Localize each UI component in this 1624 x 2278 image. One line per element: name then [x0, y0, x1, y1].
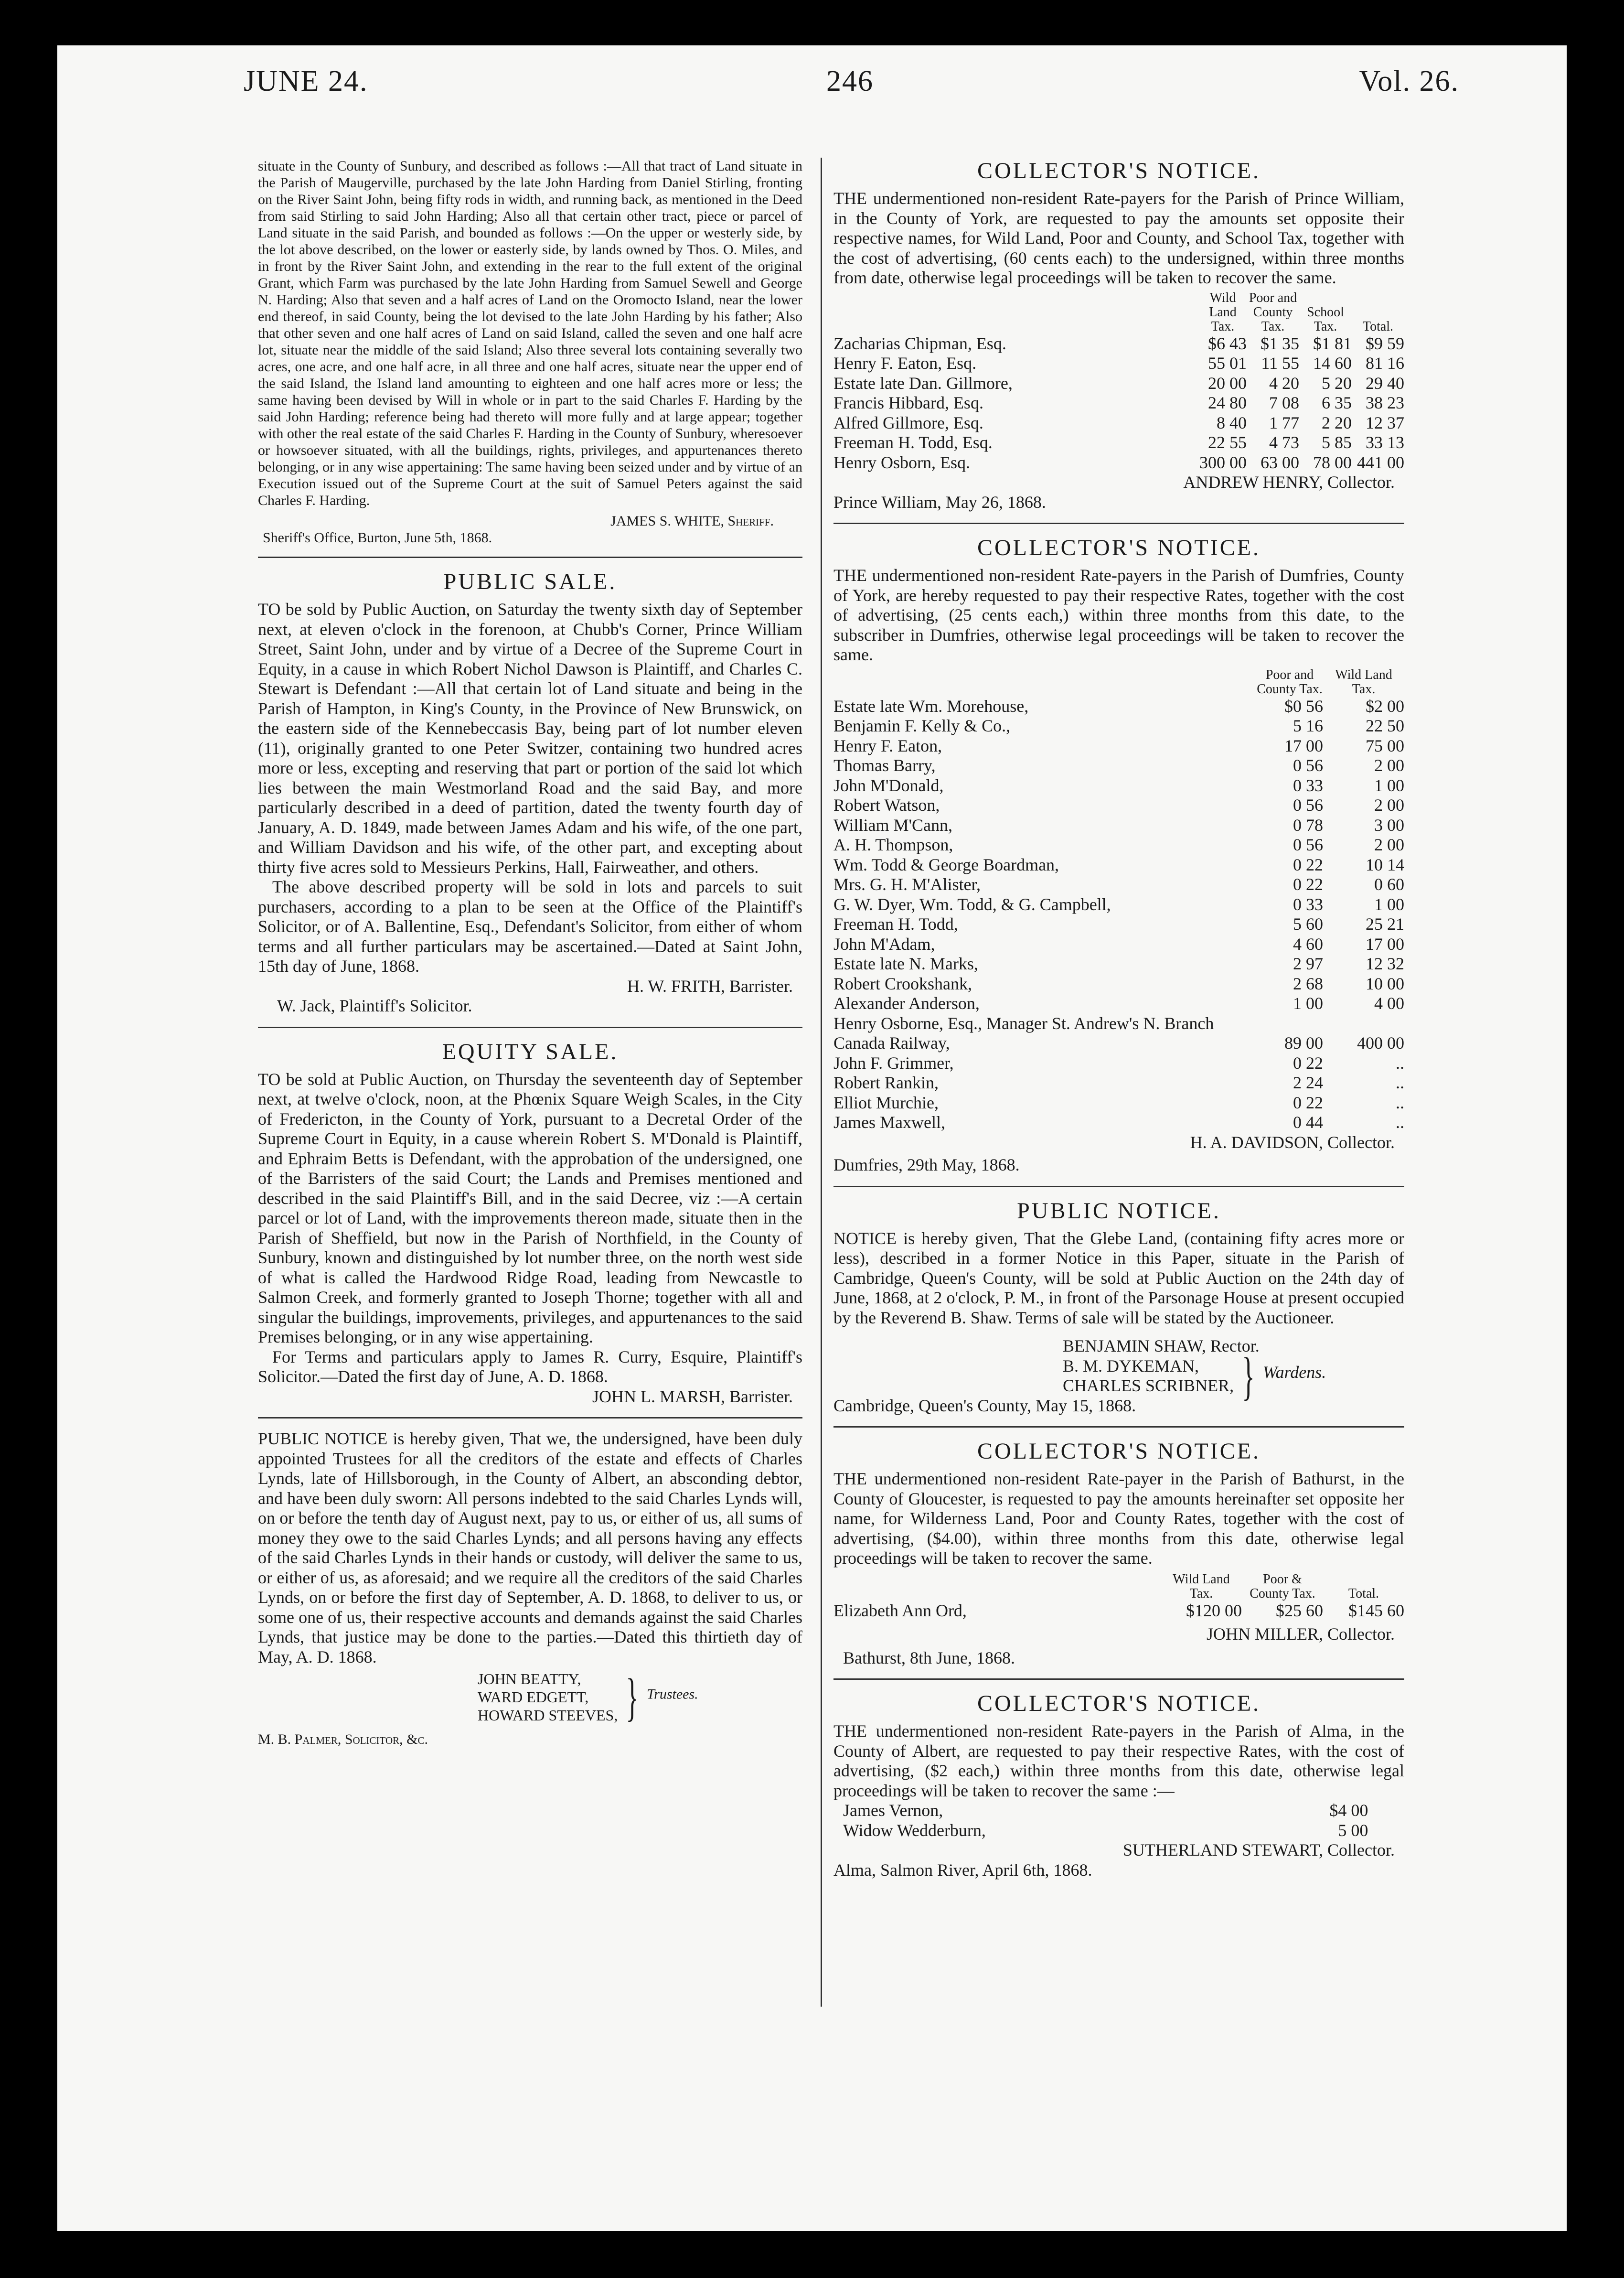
cell-value: 10 14: [1366, 855, 1404, 874]
cell-value: 0 33: [1293, 775, 1323, 795]
taxpayer-name: Henry Osborn, Esq.: [833, 452, 970, 472]
table-row: [833, 1113, 1404, 1133]
cell-value: 0 44: [1293, 1113, 1323, 1132]
cell-value: 0 60: [1374, 875, 1404, 894]
taxpayer-name: Estate late Dan. Gillmore,: [833, 373, 1013, 393]
taxpayer-name: Robert Rankin,: [833, 1073, 939, 1092]
cell-value: $25 60: [1276, 1601, 1323, 1620]
dumfries-notice: [833, 535, 1404, 1175]
prince-william-dateline: Prince William, May 26, 1868.: [833, 492, 1046, 512]
taxpayer-name: Wm. Todd & George Boardman,: [833, 855, 1059, 874]
cell-value: 2 00: [1374, 795, 1404, 815]
cell-value: 2 00: [1374, 756, 1404, 775]
table-row: [833, 1053, 1404, 1074]
alma-title: COLLECTOR'S NOTICE.: [977, 1691, 1261, 1716]
taxpayer-name: Freeman H. Todd, Esq.: [833, 433, 993, 452]
column-header: Wild Land Tax.: [1335, 667, 1392, 697]
trustee-name: JOHN BEATTY,: [478, 1670, 581, 1687]
cell-value: 0 33: [1293, 894, 1323, 914]
column-header: Wild Land Tax.: [1173, 1571, 1230, 1601]
cell-value: 20 00: [1208, 373, 1247, 393]
cell-value: 2 68: [1293, 974, 1323, 993]
table-row: [833, 413, 1404, 433]
prince-william-notice: [833, 158, 1404, 512]
volume-number: Vol. 26.: [1359, 65, 1459, 97]
public-sale-text-2: The above described property will be sold in lots and parcels to suit purchasers, according to a plan to be seen at the Office of the Plaintiff's Solicitor, or of A. Ballentine, Esq., Defendant's Solicitor, from either of whom terms and all further particulars may be ascertained.—Dated at Saint John, 15th day of June, 1868.: [258, 877, 802, 976]
cell-value: 0 78: [1293, 815, 1323, 835]
cell-value: 2 97: [1293, 954, 1323, 973]
cell-value: 2 24: [1293, 1073, 1323, 1092]
table-row: [833, 453, 1404, 473]
table-row: [833, 756, 1404, 776]
cell-value: 11 55: [1261, 354, 1299, 373]
taxpayer-name: G. W. Dyer, Wm. Todd, & G. Campbell,: [833, 894, 1111, 914]
cell-value: $1 81: [1313, 333, 1352, 353]
cell-value: 300 00: [1199, 452, 1247, 472]
cell-value: $4 00: [1329, 1801, 1368, 1820]
column-header: Poor and County Tax.: [1257, 667, 1323, 697]
cell-value: ..: [1396, 1073, 1404, 1092]
left-column: [258, 158, 802, 1748]
cell-value: $120 00: [1186, 1601, 1242, 1620]
trustees-block: [258, 1670, 802, 1724]
table-row: [833, 895, 1404, 915]
cell-value: ..: [1396, 1113, 1404, 1132]
public-sale-title: PUBLIC SALE.: [443, 569, 617, 594]
cell-value: 5 20: [1322, 373, 1352, 393]
table-row: [833, 855, 1404, 875]
alma-signature: SUTHERLAND STEWART, Collector.: [1122, 1840, 1395, 1859]
table-row: [833, 716, 1404, 736]
column-header: Poor and County Tax.: [1249, 290, 1297, 334]
cell-value: 10 00: [1366, 974, 1404, 993]
table-row: [833, 1601, 1404, 1621]
sheriff-dateline: Sheriff's Office, Burton, June 5th, 1868.: [263, 530, 492, 546]
page-number: 246: [826, 65, 874, 97]
equity-sale-notice: [258, 1039, 802, 1407]
wardens-block: [833, 1347, 1404, 1405]
cell-value: 7 08: [1269, 393, 1299, 412]
cell-value: $2 00: [1366, 696, 1404, 716]
cell-value: 2 20: [1322, 413, 1352, 432]
taxpayer-name: Elliot Murchie,: [833, 1093, 939, 1112]
cell-value: 400 00: [1357, 1033, 1404, 1053]
cell-value: 75 00: [1366, 736, 1404, 755]
taxpayer-name: Alfred Gillmore, Esq.: [833, 413, 983, 432]
taxpayer-name: Elizabeth Ann Ord,: [833, 1601, 967, 1620]
cell-value: 12 32: [1366, 954, 1404, 973]
trustees-label: Trustees.: [647, 1686, 698, 1702]
bathurst-table: [833, 1572, 1404, 1621]
public-sale-notice: [258, 569, 802, 1016]
table-row: [833, 795, 1404, 816]
column-header: Poor & County Tax.: [1250, 1571, 1315, 1601]
cell-value: 33 13: [1366, 433, 1404, 452]
cell-value: 5 85: [1322, 433, 1352, 452]
cell-value: 4 00: [1374, 994, 1404, 1013]
trustees-solicitor: M. B. Palmer, Solicitor, &c.: [258, 1731, 428, 1747]
cell-value: 1 00: [1374, 775, 1404, 795]
cell-value: 4 73: [1269, 433, 1299, 452]
cambridge-title: PUBLIC NOTICE.: [1017, 1198, 1221, 1224]
table-row: [833, 935, 1404, 955]
right-column: [833, 158, 1404, 1880]
cell-value: 17 00: [1366, 934, 1404, 954]
cell-value: 1 00: [1293, 994, 1323, 1013]
equity-sale-title: EQUITY SALE.: [442, 1039, 619, 1064]
cell-value: 89 00: [1284, 1033, 1323, 1053]
table-row: [833, 697, 1404, 717]
taxpayer-name: Alexander Anderson,: [833, 994, 980, 1013]
cell-value: 1 77: [1269, 413, 1299, 432]
taxpayer-name: James Vernon,: [843, 1801, 943, 1820]
cell-value: 22 50: [1366, 716, 1404, 735]
taxpayer-name: John M'Adam,: [833, 934, 935, 954]
cell-value: 0 22: [1293, 1093, 1323, 1112]
cell-value: 0 56: [1293, 835, 1323, 854]
cell-value: 17 00: [1284, 736, 1323, 755]
warden-name: B. M. DYKEMAN,: [1063, 1356, 1199, 1375]
dumfries-title: COLLECTOR'S NOTICE.: [977, 535, 1261, 560]
alma-notice: [833, 1690, 1404, 1880]
cell-value: 4 60: [1293, 934, 1323, 954]
cell-value: 38 23: [1366, 393, 1404, 412]
cell-value: 2 00: [1374, 835, 1404, 854]
table-row: [833, 354, 1404, 374]
cell-value: 22 55: [1208, 433, 1247, 452]
bathurst-title: COLLECTOR'S NOTICE.: [977, 1439, 1261, 1464]
cell-value: 6 35: [1322, 393, 1352, 412]
taxpayer-name: Robert Watson,: [833, 795, 940, 815]
cell-value: ..: [1396, 1093, 1404, 1112]
section-rule: [833, 523, 1404, 524]
table-row: [833, 994, 1404, 1014]
table-row: [833, 393, 1404, 413]
wardens-label: Wardens.: [1262, 1362, 1326, 1382]
cell-value: 0 22: [1293, 1053, 1323, 1073]
bathurst-text: THE undermentioned non-resident Rate-payer in the Parish of Bathurst, in the County of Gloucester, is requested to pay the amounts hereinafter set opposite her name, for Wilderness Land, Poor and County Rates, together with the cost of advertising, ($4.00), within three months from this date, otherwise legal proceedings will be taken to recover the same.: [833, 1469, 1404, 1568]
cell-value: 5 00: [1338, 1820, 1368, 1840]
warden-name: CHARLES SCRIBNER,: [1063, 1376, 1234, 1395]
taxpayer-name: Estate late Wm. Morehouse,: [833, 696, 1029, 716]
alma-text: THE undermentioned non-resident Rate-payers in the Parish of Alma, in the County of Albert, are requested to pay their respective Rates, with the cost of advertising, ($2 each,) within three months from this date, otherwise legal proceedings will be taken to recover the same :—: [833, 1721, 1404, 1800]
table-row: [833, 816, 1404, 836]
cell-value: 63 00: [1261, 452, 1299, 472]
table-row: [833, 736, 1404, 756]
cell-value: 8 40: [1217, 413, 1247, 432]
bathurst-signature: JOHN MILLER, Collector.: [1207, 1624, 1395, 1644]
taxpayer-name: Henry F. Eaton, Esq.: [833, 354, 977, 373]
column-header: Total.: [1362, 319, 1394, 334]
taxpayer-name: James Maxwell,: [833, 1113, 945, 1132]
table-row: [843, 1821, 1368, 1841]
prince-william-text: THE undermentioned non-resident Rate-payers for the Parish of Prince William, in the County of York, are requested to pay the amounts set opposite their respective names, for Wild Land, Poor and County, and School Tax, together with the cost of advertising, (60 cents each) to the undersigned, within three months from date, otherwise legal proceedings will be taken to recover the same.: [833, 189, 1404, 287]
taxpayer-name: A. H. Thompson,: [833, 835, 953, 854]
taxpayer-name: Henry F. Eaton,: [833, 736, 942, 755]
cell-value: 0 56: [1293, 756, 1323, 775]
dumfries-signature: H. A. DAVIDSON, Collector.: [1190, 1132, 1395, 1152]
cell-value: $9 59: [1366, 333, 1404, 353]
equity-sale-text-2: For Terms and particulars apply to James R. Curry, Esquire, Plaintiff's Solicitor.—Dated the first day of June, A. D. 1868.: [258, 1347, 802, 1386]
cell-value: 29 40: [1366, 373, 1404, 393]
cambridge-dateline: Cambridge, Queen's County, May 15, 1868.: [833, 1396, 1136, 1415]
trustees-notice-text: PUBLIC NOTICE is hereby given, That we, the undersigned, have been duly appointed Trustees for all the creditors of the estate and effects of Charles Lynds, late of Hillsborough, in the County of Albert, an absconding debtor, and have been duly sworn: All persons indebted to the said Charles Lynds will, on or before the tenth day of August next, pay to us, or either of us, all sums of money they owe to the said Charles Lynds; and all persons having any effects of the said Charles Lynds in their hands or custody, will deliver the same to us, or either of us, as aforesaid; and we require all the creditors of the said Charles Lynds, on or before the first day of September, A. D. 1868, to deliver to us, or some one of us, their respective accounts and demands against the said Charles Lynds, that justice may be done to the parties.—Dated this thirtieth day of May, A. D. 1868.: [258, 1429, 802, 1666]
prince-william-title: COLLECTOR'S NOTICE.: [977, 158, 1261, 183]
table-row: [833, 374, 1404, 394]
table-row: [833, 1073, 1404, 1093]
cell-value: 4 20: [1269, 373, 1299, 393]
cell-value: 55 01: [1208, 354, 1247, 373]
taxpayer-name: Thomas Barry,: [833, 756, 936, 775]
cell-value: 0 56: [1293, 795, 1323, 815]
cell-value: 81 16: [1366, 354, 1404, 373]
brace: }: [626, 1668, 639, 1726]
taxpayer-name: Estate late N. Marks,: [833, 954, 978, 973]
public-sale-solicitor: W. Jack, Plaintiff's Solicitor.: [277, 996, 472, 1015]
alma-dateline: Alma, Salmon River, April 6th, 1868.: [833, 1860, 1092, 1880]
taxpayer-name: William M'Cann,: [833, 815, 953, 835]
taxpayer-name: John F. Grimmer,: [833, 1053, 954, 1073]
trustees-notice: [258, 1429, 802, 1748]
column-header: Wild Land Tax.: [1209, 290, 1237, 334]
cell-value: $0 56: [1284, 696, 1323, 716]
sheriff-sale-text: situate in the County of Sunbury, and described as follows :—All that tract of Land situate in the Parish of Maugerville, purchased by the late John Harding from Daniel Stirling, fronting on the River Saint John, being fifty rods in width, and running back, as mentioned in the Deed from said Stirling to said John Harding; Also all that certain other tract, piece or parcel of Land situate in the said Parish, and bounded as follows :—On the upper or westerly side, by the lot above described, on the lower or easterly side, by lands owned by Thos. O. Miles, and in front by the River Saint John, and extending in the rear to the full extent of the original Grant, which Farm was purchased by the late John Harding from Samuel Sewell and George N. Harding; Also that seven and a half acres of Land on the Oromocto Island, near the lower end thereof, in said County, being the lot devised to the late John Harding by his father; Also that other seven and one half acres of Land on said Island, called the seven and one half acre lot, situate near the middle of the said Island; Also three several lots containing severally two acres, one acre, and one half acre, in all three and one half acres, situate near the upper end of the said Island, the Island land amounting to eighteen and one half acres more or less; the same having been devised by Will in whole or in part to the said Charles F. Harding by the said John Harding; reference being had thereto will more fully and at large appear; together with other the real estate of the said Charles F. Harding in the County of Sunbury, wheresoever or howsoever situated, with all the buildings, rights, privileges, and appurtenances thereto belonging, or in any wise appertaining: The same having been seized under and by virtue of an Execution issued out of the Supreme Court at the suit of Samuel Peters against the said Charles F. Harding.: [258, 158, 802, 508]
prince-william-signature: ANDREW HENRY, Collector.: [1183, 473, 1395, 492]
column-divider: [821, 158, 822, 2007]
table-row: [833, 974, 1404, 994]
cambridge-text: NOTICE is hereby given, That the Glebe Land, (containing fifty acres more or less), described in a former Notice in this Paper, situate in the Parish of Cambridge, Queen's County, will be sold at Public Auction on the 24th day of June, 1868, at 2 o'clock, P. M., in front of the Parsonage House at present occupied by the Reverend B. Shaw. Terms of sale will be stated by the Auctioneer.: [833, 1228, 1404, 1327]
cell-value: 0 22: [1293, 875, 1323, 894]
cambridge-notice: [833, 1198, 1404, 1416]
public-sale-signature: H. W. FRITH, Barrister.: [627, 976, 793, 996]
cell-value: 78 00: [1313, 452, 1352, 472]
cell-value: 25 21: [1366, 914, 1404, 934]
table-row: [833, 914, 1404, 935]
cell-value: 14 60: [1313, 354, 1352, 373]
brace: }: [1242, 1347, 1255, 1405]
bathurst-notice: [833, 1438, 1404, 1668]
table-row: [833, 835, 1404, 855]
table-row: [833, 875, 1404, 895]
taxpayer-name: Benjamin F. Kelly & Co.,: [833, 716, 1011, 735]
dumfries-table: [833, 668, 1404, 1133]
cell-value: $145 60: [1348, 1601, 1404, 1620]
cell-value: 3 00: [1374, 815, 1404, 835]
issue-date: JUNE 24.: [244, 65, 368, 97]
section-rule: [833, 1186, 1404, 1187]
dumfries-text: THE undermentioned non-resident Rate-payers in the Parish of Dumfries, County of York, are hereby requested to pay their respective Rates, together with the cost of advertising, (25 cents each,) within three months from this date, to the subscriber in Dumfries, otherwise legal proceedings will be taken to recover the same.: [833, 566, 1404, 664]
equity-sale-text: TO be sold at Public Auction, on Thursday the seventeenth day of September next, at twelve o'clock, noon, at the Phœnix Square Weigh Scales, in the City of Fredericton, in the County of York, pursuant to a Decretal Order of the Supreme Court in Equity, in a cause wherein Robert S. M'Donald is Plaintiff, and Ephraim Betts is Defendant, with the approbation of the undersigned, one of the Barristers of the said Court; the Lands and Premises mentioned and described in the said Plaintiff's Bill, and in the said Decree, viz :—A certain parcel or lot of Land, with the improvements thereon made, situate then in the Parish of Sheffield, but now in the Parish of Northfield, in the County of Sunbury, known and distinguished by lot number three, on the north west side of what is called the Hardwood Ridge Road, leading from Newcastle to Salmon Creek, and formerly granted to Joseph Thorne; together with all and singular the buildings, improvements, privileges, and appurtenances to the said Premises belonging, or in any wise appertaining.: [258, 1069, 802, 1346]
section-rule: [258, 1417, 802, 1418]
section-rule: [258, 1027, 802, 1028]
taxpayer-name: Zacharias Chipman, Esq.: [833, 333, 1006, 353]
table-row: [833, 1093, 1404, 1113]
dumfries-dateline: Dumfries, 29th May, 1868.: [833, 1155, 1020, 1174]
taxpayer-name: Robert Crookshank,: [833, 974, 972, 993]
cell-value: 0 22: [1293, 855, 1323, 874]
table-row: [833, 433, 1404, 453]
taxpayer-name: Widow Wedderburn,: [843, 1820, 986, 1840]
cell-value: 5 60: [1293, 914, 1323, 934]
cell-value: $6 43: [1208, 333, 1247, 353]
table-row: [833, 776, 1404, 796]
cell-value: 24 80: [1208, 393, 1247, 412]
cell-value: 441 00: [1357, 452, 1404, 472]
bathurst-dateline: Bathurst, 8th June, 1868.: [843, 1648, 1015, 1667]
prince-william-table: [833, 291, 1404, 473]
taxpayer-name: Mrs. G. H. M'Alister,: [833, 875, 981, 894]
taxpayer-name: Freeman H. Todd,: [833, 914, 958, 934]
cell-value: 12 37: [1366, 413, 1404, 432]
equity-sale-signature: JOHN L. MARSH, Barrister.: [592, 1386, 793, 1406]
column-header: Total.: [1348, 1586, 1379, 1601]
table-row: [833, 334, 1404, 354]
cambridge-rector: BENJAMIN SHAW, Rector.: [1063, 1336, 1260, 1355]
section-rule: [833, 1678, 1404, 1680]
section-rule: [258, 557, 802, 558]
taxpayer-name: Henry Osborne, Esq., Manager St. Andrew's N. Branch Canada Railway,: [833, 1013, 1214, 1053]
page-header: [244, 64, 1459, 122]
public-sale-text: TO be sold by Public Auction, on Saturday the twenty sixth day of September next, at eleven o'clock in the forenoon, at Chubb's Corner, Prince William Street, Saint John, under and by virtue of a Decree of the Supreme Court in Equity, in a cause in which Robert Nichol Dawson is Plaintiff, and Charles C. Stewart is Defendant :—All that certain lot of Land situate and being in the Parish of Hampton, in King's County, in the Province of New Brunswick, on the eastern side of the Kennebeccasis Bay, being part of lot number eleven (11), originally granted to one Peter Switzer, containing two hundred acres more or less, excepting and reserving that part or portion of the said lot which lies between the main Westmorland Road and the said Bay, and more particularly described in a deed of partition, dated the twenty fourth day of January, A. D. 1849, made between James Adam and his wife, of the one part, and William Davidson and his wife, of the other part, and excepting about thirty five acres sold to Messieurs Perkins, Hall, Fairweather, and others.: [258, 600, 802, 877]
sheriff-signature: JAMES S. WHITE, Sheriff.: [610, 513, 774, 529]
cell-value: $1 35: [1261, 333, 1299, 353]
cell-value: 5 16: [1293, 716, 1323, 735]
trustee-name: HOWARD STEEVES,: [478, 1707, 618, 1724]
cell-value: ..: [1396, 1053, 1404, 1073]
table-row: [833, 1014, 1404, 1053]
column-header: School Tax.: [1307, 304, 1344, 334]
table-row: [833, 954, 1404, 974]
table-row: [843, 1801, 1368, 1821]
section-rule: [833, 1426, 1404, 1428]
alma-table: [843, 1801, 1368, 1840]
sheriff-sale-notice: [258, 158, 802, 546]
taxpayer-name: Francis Hibbard, Esq.: [833, 393, 983, 412]
taxpayer-name: John M'Donald,: [833, 775, 944, 795]
cell-value: 1 00: [1374, 894, 1404, 914]
trustee-name: WARD EDGETT,: [478, 1688, 589, 1706]
